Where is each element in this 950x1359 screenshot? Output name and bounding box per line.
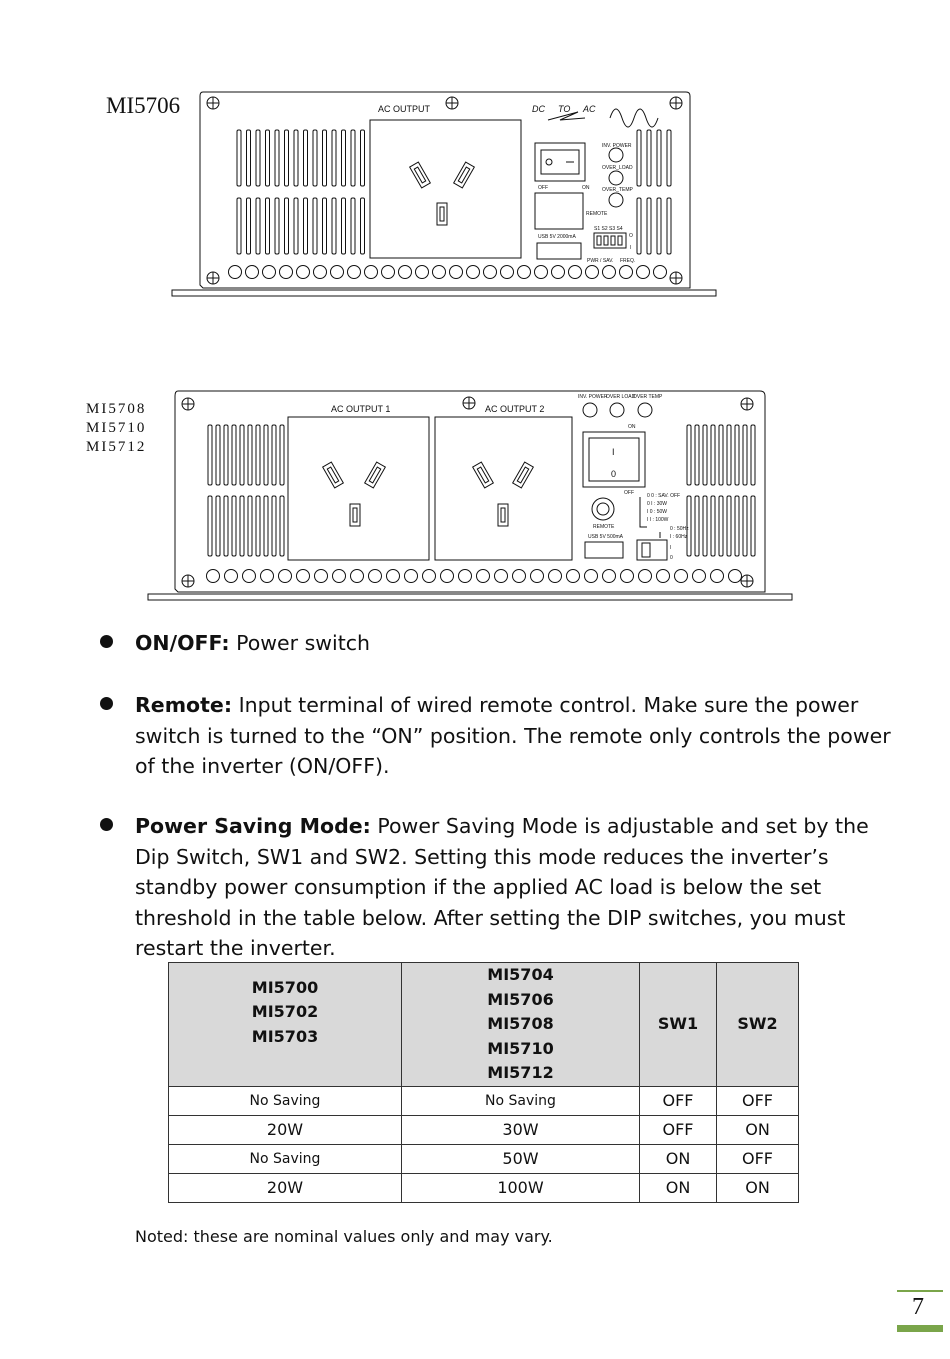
vent-hole xyxy=(433,266,446,279)
dip-i-label-2: I xyxy=(670,545,672,551)
vent-slot xyxy=(711,425,715,485)
vent-hole xyxy=(459,570,472,583)
vent-slot xyxy=(647,198,651,254)
vent-hole xyxy=(351,570,364,583)
vent-hole xyxy=(279,570,292,583)
header-model: MI5706 xyxy=(487,989,554,1009)
vent-slot xyxy=(735,425,739,485)
switch-off-label: OFF xyxy=(538,185,548,191)
vent-hole xyxy=(405,570,418,583)
pwr-sav-label: PWR / SAV. xyxy=(587,258,614,264)
bullet-desc: Power Saving Mode is adjustable and set by the Dip Switch, SW1 and SW2. Setting this mode reduces the inverter’s standby power consumption if the applied AC load is below the set threshold in the table below. After setting the DIP switches, you must restart the inverter. xyxy=(135,814,869,960)
page-number: 7 xyxy=(912,1294,924,1320)
bullet-term: Power Saving Mode: xyxy=(135,814,371,838)
table-header-row xyxy=(169,963,799,1087)
vent-hole xyxy=(675,570,688,583)
vent-slot xyxy=(313,130,317,186)
vent-hole xyxy=(387,570,400,583)
table-cell: 50W xyxy=(402,1144,640,1173)
vent-hole xyxy=(450,266,463,279)
vent-hole xyxy=(513,570,526,583)
vent-slot xyxy=(280,496,284,556)
vent-slot xyxy=(687,425,691,485)
remote-label-2: REMOTE xyxy=(593,524,615,530)
vent-hole xyxy=(569,266,582,279)
led-over-load-label: OVER_LOAD xyxy=(602,165,633,171)
table-cell: OFF xyxy=(717,1086,799,1115)
vent-slot xyxy=(351,130,355,186)
vent-slot xyxy=(332,130,336,186)
vent-slot xyxy=(247,198,251,254)
vent-hole xyxy=(586,266,599,279)
vent-slot xyxy=(351,198,355,254)
vent-slot xyxy=(332,198,336,254)
vent-hole xyxy=(297,266,310,279)
vent-hole xyxy=(382,266,395,279)
vent-slot xyxy=(237,198,241,254)
bullet-term: Remote: xyxy=(135,693,233,717)
led-over-temp-label: OVER_TEMP xyxy=(602,187,633,193)
usb-label-2: USB 5V 500mA xyxy=(588,534,624,540)
switch-on-label-2: ON xyxy=(628,424,636,430)
switch-o-label: 0 xyxy=(611,469,617,479)
vent-slot xyxy=(751,496,755,556)
dip-o-label-2: 0 xyxy=(670,555,673,561)
vent-hole xyxy=(637,266,650,279)
vent-slot xyxy=(248,425,252,485)
vent-hole xyxy=(467,266,480,279)
header-model: MI5704 xyxy=(487,965,554,984)
vent-hole xyxy=(620,266,633,279)
logo-ac: AC xyxy=(583,104,596,114)
vent-slot xyxy=(727,425,731,485)
vent-hole xyxy=(654,266,667,279)
sav-legend-1: 0 I : 30W xyxy=(647,501,668,507)
vent-slot xyxy=(703,496,707,556)
sav-legend-2: I 0 : 50W xyxy=(647,509,668,515)
vent-slot xyxy=(719,425,723,485)
bullet-text xyxy=(135,811,895,964)
vent-slot xyxy=(216,496,220,556)
vent-slot xyxy=(240,496,244,556)
vent-hole xyxy=(315,570,328,583)
freq-legend-0: 0 : 50Hz xyxy=(670,526,689,532)
sav-legend-0: 0 0 : SAV. OFF xyxy=(647,493,681,499)
vent-hole xyxy=(531,570,544,583)
vent-hole xyxy=(331,266,344,279)
vent-slot xyxy=(275,130,279,186)
vent-slot xyxy=(264,425,268,485)
sav-legend-3: I I : 100W xyxy=(647,517,669,523)
vent-slot xyxy=(266,130,270,186)
dip-i-label: I xyxy=(630,245,632,251)
table-cell: ON xyxy=(640,1144,717,1173)
led-over-load-label-2: OVER LOAD xyxy=(606,394,636,400)
note-text: Noted: these are nominal values only and may vary. xyxy=(135,1227,553,1246)
table-cell: OFF xyxy=(717,1144,799,1173)
vent-slot xyxy=(240,425,244,485)
vent-hole xyxy=(243,570,256,583)
ac-output-1-label: AC OUTPUT 1 xyxy=(331,404,391,414)
vent-slot xyxy=(264,496,268,556)
table-cell: No Saving xyxy=(402,1086,640,1115)
bullet-dot xyxy=(100,818,113,831)
logo-dc: DC xyxy=(532,104,545,114)
header-models-a xyxy=(169,963,402,1087)
dip-o-label: O xyxy=(629,233,633,239)
vent-slot xyxy=(743,425,747,485)
model-label-mi5708: MI5708 xyxy=(86,401,147,417)
table-row xyxy=(169,1086,799,1115)
vent-slot xyxy=(285,198,289,254)
vent-hole xyxy=(639,570,652,583)
header-model: MI5702 xyxy=(251,1002,319,1021)
bullet-desc: Input terminal of wired remote control. Make sure the power switch is turned to the “ON” position. The remote only controls the power of the inverter (ON/OFF). xyxy=(135,693,891,778)
vent-hole xyxy=(207,570,220,583)
header-model: MI5712 xyxy=(487,1063,554,1082)
header-model: MI5710 xyxy=(487,1038,554,1058)
vent-slot xyxy=(342,130,346,186)
vent-hole xyxy=(416,266,429,279)
vent-slot xyxy=(248,496,252,556)
vent-hole xyxy=(477,570,490,583)
header-model: MI5708 xyxy=(487,1014,554,1033)
table-cell: No Saving xyxy=(169,1086,402,1115)
vent-hole xyxy=(603,266,616,279)
table-cell: OFF xyxy=(640,1086,717,1115)
vent-slot xyxy=(323,130,327,186)
vent-hole xyxy=(711,570,724,583)
vent-hole xyxy=(585,570,598,583)
bullet-term: ON/OFF: xyxy=(135,631,230,655)
vent-slot xyxy=(224,425,228,485)
vent-hole xyxy=(423,570,436,583)
vent-slot xyxy=(695,425,699,485)
vent-slot xyxy=(735,496,739,556)
ac-output-2-label: AC OUTPUT 2 xyxy=(485,404,545,414)
vent-hole xyxy=(263,266,276,279)
vent-slot xyxy=(294,130,298,186)
vent-hole xyxy=(399,266,412,279)
vent-hole xyxy=(501,266,514,279)
vent-hole xyxy=(484,266,497,279)
vent-hole xyxy=(729,570,742,583)
table-cell: 20W xyxy=(169,1115,402,1144)
logo-to: TO xyxy=(558,104,571,114)
panel-diagrams xyxy=(0,0,950,620)
vent-hole xyxy=(567,570,580,583)
vent-slot xyxy=(256,425,260,485)
vent-slot xyxy=(224,496,228,556)
vent-hole xyxy=(535,266,548,279)
vent-slot xyxy=(657,198,661,254)
vent-hole xyxy=(552,266,565,279)
vent-slot xyxy=(232,425,236,485)
vent-slot xyxy=(667,198,671,254)
table-cell: 30W xyxy=(402,1115,640,1144)
page-accent-line xyxy=(897,1290,943,1292)
vent-hole xyxy=(495,570,508,583)
table-cell: ON xyxy=(640,1173,717,1202)
bullet-text xyxy=(135,690,895,782)
freq-label: FREQ. xyxy=(620,258,636,264)
table-cell: OFF xyxy=(640,1115,717,1144)
switch-on-label: ON xyxy=(582,185,590,191)
vent-slot xyxy=(695,496,699,556)
bullet-text xyxy=(135,628,895,659)
bullet-dot xyxy=(100,635,113,648)
usb-label: USB 5V 2000mA xyxy=(538,234,576,240)
vent-slot xyxy=(280,425,284,485)
panel-mi5708 xyxy=(148,391,792,600)
vent-slot xyxy=(208,425,212,485)
vent-hole xyxy=(657,570,670,583)
vent-hole xyxy=(348,266,361,279)
vent-slot xyxy=(727,496,731,556)
vent-slot xyxy=(247,130,251,186)
vent-slot xyxy=(208,496,212,556)
vent-slot xyxy=(232,496,236,556)
vent-hole xyxy=(549,570,562,583)
vent-slot xyxy=(361,130,365,186)
vent-hole xyxy=(365,266,378,279)
vent-slot xyxy=(256,198,260,254)
vent-hole xyxy=(229,266,242,279)
table-row xyxy=(169,1115,799,1144)
vent-slot xyxy=(313,198,317,254)
header-sw1: SW1 xyxy=(640,963,717,1087)
vent-slot xyxy=(711,496,715,556)
vent-slot xyxy=(266,198,270,254)
vent-hole xyxy=(621,570,634,583)
vent-hole xyxy=(333,570,346,583)
vent-slot xyxy=(743,496,747,556)
vent-slot xyxy=(751,425,755,485)
switch-i-label: I xyxy=(612,447,615,457)
header-models-b xyxy=(402,963,640,1087)
vent-slot xyxy=(304,198,308,254)
vent-hole xyxy=(603,570,616,583)
vent-hole xyxy=(314,266,327,279)
vent-slot xyxy=(275,198,279,254)
vent-slot xyxy=(256,496,260,556)
vent-slot xyxy=(285,130,289,186)
table-row xyxy=(169,1173,799,1202)
remote-label: REMOTE xyxy=(586,211,608,217)
led-inv-power-label: INV. POWER xyxy=(602,143,632,149)
bullet-desc: Power switch xyxy=(229,631,371,655)
vent-hole xyxy=(246,266,259,279)
vent-hole xyxy=(297,570,310,583)
model-label-mi5710: MI5710 xyxy=(86,420,147,436)
dip-labels: S1 S2 S3 S4 xyxy=(594,226,623,232)
freq-legend-1: I : 60Hz xyxy=(670,534,688,540)
power-saving-table xyxy=(168,962,799,1203)
vent-slot xyxy=(216,425,220,485)
led-inv-power-label-2: INV. POWER xyxy=(578,394,608,400)
vent-hole xyxy=(369,570,382,583)
panel-mi5706 xyxy=(172,92,716,296)
vent-hole xyxy=(261,570,274,583)
table-cell: 100W xyxy=(402,1173,640,1202)
vent-slot xyxy=(703,425,707,485)
vent-hole xyxy=(225,570,238,583)
vent-hole xyxy=(441,570,454,583)
header-sw2: SW2 xyxy=(717,963,799,1087)
vent-slot xyxy=(256,130,260,186)
table-cell: ON xyxy=(717,1173,799,1202)
model-label-mi5706: MI5706 xyxy=(106,93,181,118)
table-cell: 20W xyxy=(169,1173,402,1202)
led-over-temp-label-2: OVER TEMP xyxy=(633,394,663,400)
header-model: MI5700 xyxy=(251,977,319,997)
vent-slot xyxy=(237,130,241,186)
vent-slot xyxy=(667,130,671,186)
vent-hole xyxy=(280,266,293,279)
vent-slot xyxy=(637,198,641,254)
header-model: MI5703 xyxy=(251,1026,319,1046)
table-cell: ON xyxy=(717,1115,799,1144)
vent-slot xyxy=(294,198,298,254)
ac-output-label: AC OUTPUT xyxy=(378,104,431,114)
vent-slot xyxy=(272,496,276,556)
vent-slot xyxy=(323,198,327,254)
table-row xyxy=(169,1144,799,1173)
page-accent-bar xyxy=(897,1325,943,1332)
vent-hole xyxy=(518,266,531,279)
table-cell: No Saving xyxy=(169,1144,402,1173)
vent-slot xyxy=(361,198,365,254)
vent-slot xyxy=(272,425,276,485)
vent-slot xyxy=(304,130,308,186)
model-label-mi5712: MI5712 xyxy=(86,439,147,455)
bullet-dot xyxy=(100,697,113,710)
vent-slot xyxy=(342,198,346,254)
vent-hole xyxy=(693,570,706,583)
vent-slot xyxy=(647,130,651,186)
vent-slot xyxy=(657,130,661,186)
switch-off-label-2: OFF xyxy=(624,490,634,496)
vent-slot xyxy=(719,496,723,556)
vent-slot xyxy=(637,130,641,186)
